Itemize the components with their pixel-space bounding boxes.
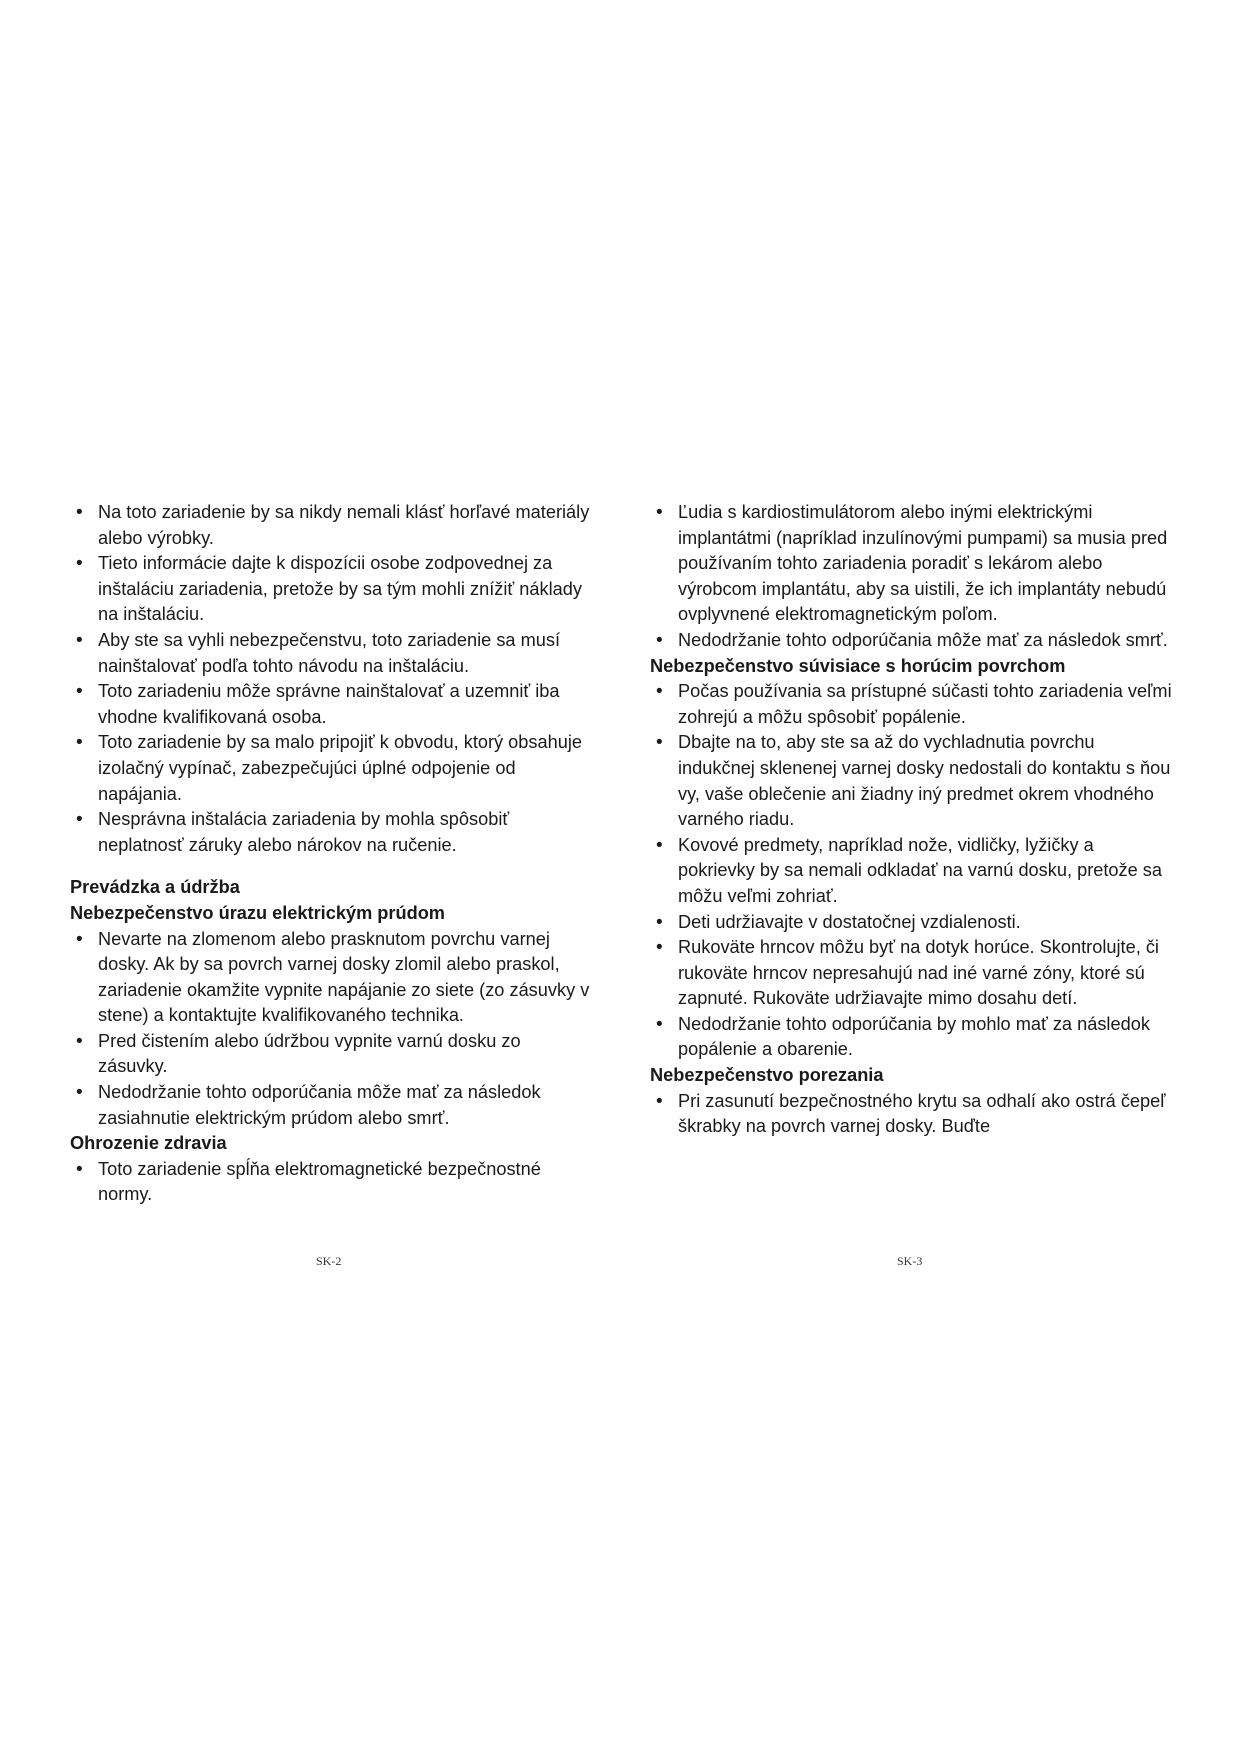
list-item: • Pred čistením alebo údržbou vypnite varnú dosku zo zásuvky.: [70, 1029, 590, 1080]
list-item: • Aby ste sa vyhli nebezpečenstvu, toto zariadenie sa musí nainštalovať podľa tohto návodu na inštaláciu.: [70, 628, 590, 679]
list-item: • Ľudia s kardiostimulátorom alebo inými elektrickými implantátmi (napríklad inzulínovými pumpami) sa musia pred používaním tohto zariadenia poradiť s lekárom alebo výrobcom implantátu, aby sa uistili, že ich implantáty nebudú ovplyvnené elektromagnetickým poľom.: [650, 500, 1172, 628]
right-column: [650, 500, 1172, 1140]
section-heading-operation: Prevádzka a údržba: [70, 877, 240, 898]
list-item: • Kovové predmety, napríklad nože, vidličky, lyžičky a pokrievky by sa nemali odkladať na varnú dosku, pretože sa môžu veľmi zohriať.: [650, 833, 1172, 910]
list-item: • Pri zasunutí bezpečnostného krytu sa odhalí ako ostrá čepeľ škrabky na povrch varnej dosky. Buďte: [650, 1089, 1172, 1140]
list-item: • Toto zariadenie by sa malo pripojiť k obvodu, ktorý obsahuje izolačný vypínač, zabezpečujúci úplné odpojenie od napájania.: [70, 730, 590, 807]
heading-electric-shock: Nebezpečenstvo úrazu elektrickým prúdom: [70, 902, 445, 923]
list-item: • Deti udržiavajte v dostatočnej vzdialenosti.: [650, 910, 1172, 936]
hot-surface-list: [650, 679, 1172, 1063]
list-item: • Nedodržanie tohto odporúčania by mohlo mať za následok popálenie a obarenie.: [650, 1012, 1172, 1063]
left-intro-list: [70, 500, 590, 858]
list-item: • Rukoväte hrncov môžu byť na dotyk horúce. Skontrolujte, či rukoväte hrncov nepresahujú nad iné varné zóny, ktoré sú zapnuté. Rukoväte udržiavajte mimo dosahu detí.: [650, 935, 1172, 1012]
list-item: • Nedodržanie tohto odporúčania môže mať za následok zasiahnutie elektrickým prúdom alebo smrť.: [70, 1080, 590, 1131]
list-item: • Nesprávna inštalácia zariadenia by mohla spôsobiť neplatnosť záruky alebo nárokov na ručenie.: [70, 807, 590, 858]
heading-health: Ohrozenie zdravia: [70, 1133, 227, 1154]
list-item: • Toto zariadenie spĺňa elektromagnetické bezpečnostné normy.: [70, 1157, 590, 1208]
list-item: • Na toto zariadenie by sa nikdy nemali klásť horľavé materiály alebo výrobky.: [70, 500, 590, 551]
list-item: • Tieto informácie dajte k dispozícii osobe zodpovednej za inštaláciu zariadenia, pretože by sa tým mohli znížiť náklady na inštaláciu.: [70, 551, 590, 628]
list-item: • Nevarte na zlomenom alebo prasknutom povrchu varnej dosky. Ak by sa povrch varnej dosky zlomil alebo praskol, zariadenie okamžite vypnite napájanie zo siete (zo zásuvky v stene) a kontaktujte kvalifikovaného technika.: [70, 927, 590, 1029]
electric-list: [70, 927, 590, 1132]
health-list: [70, 1157, 590, 1208]
list-item: • Toto zariadeniu môže správne nainštalovať a uzemniť iba vhodne kvalifikovaná osoba.: [70, 679, 590, 730]
page-number-right: SK-3: [897, 1254, 923, 1268]
page-number-left: SK-2: [316, 1254, 342, 1268]
cut-list: [650, 1089, 1172, 1140]
left-column: [70, 500, 590, 1208]
heading-hot-surface: Nebezpečenstvo súvisiace s horúcim povrchom: [650, 655, 1066, 676]
list-item: • Počas používania sa prístupné súčasti tohto zariadenia veľmi zohrejú a môžu spôsobiť popálenie.: [650, 679, 1172, 730]
right-intro-list: [650, 500, 1172, 654]
list-item: • Nedodržanie tohto odporúčania môže mať za následok smrť.: [650, 628, 1172, 654]
heading-cut-hazard: Nebezpečenstvo porezania: [650, 1065, 884, 1086]
list-item: • Dbajte na to, aby ste sa až do vychladnutia povrchu indukčnej sklenenej varnej dosky nedostali do kontaktu s ňou vy, vaše oblečenie ani žiadny iný predmet okrem vhodného varného riadu.: [650, 730, 1172, 832]
